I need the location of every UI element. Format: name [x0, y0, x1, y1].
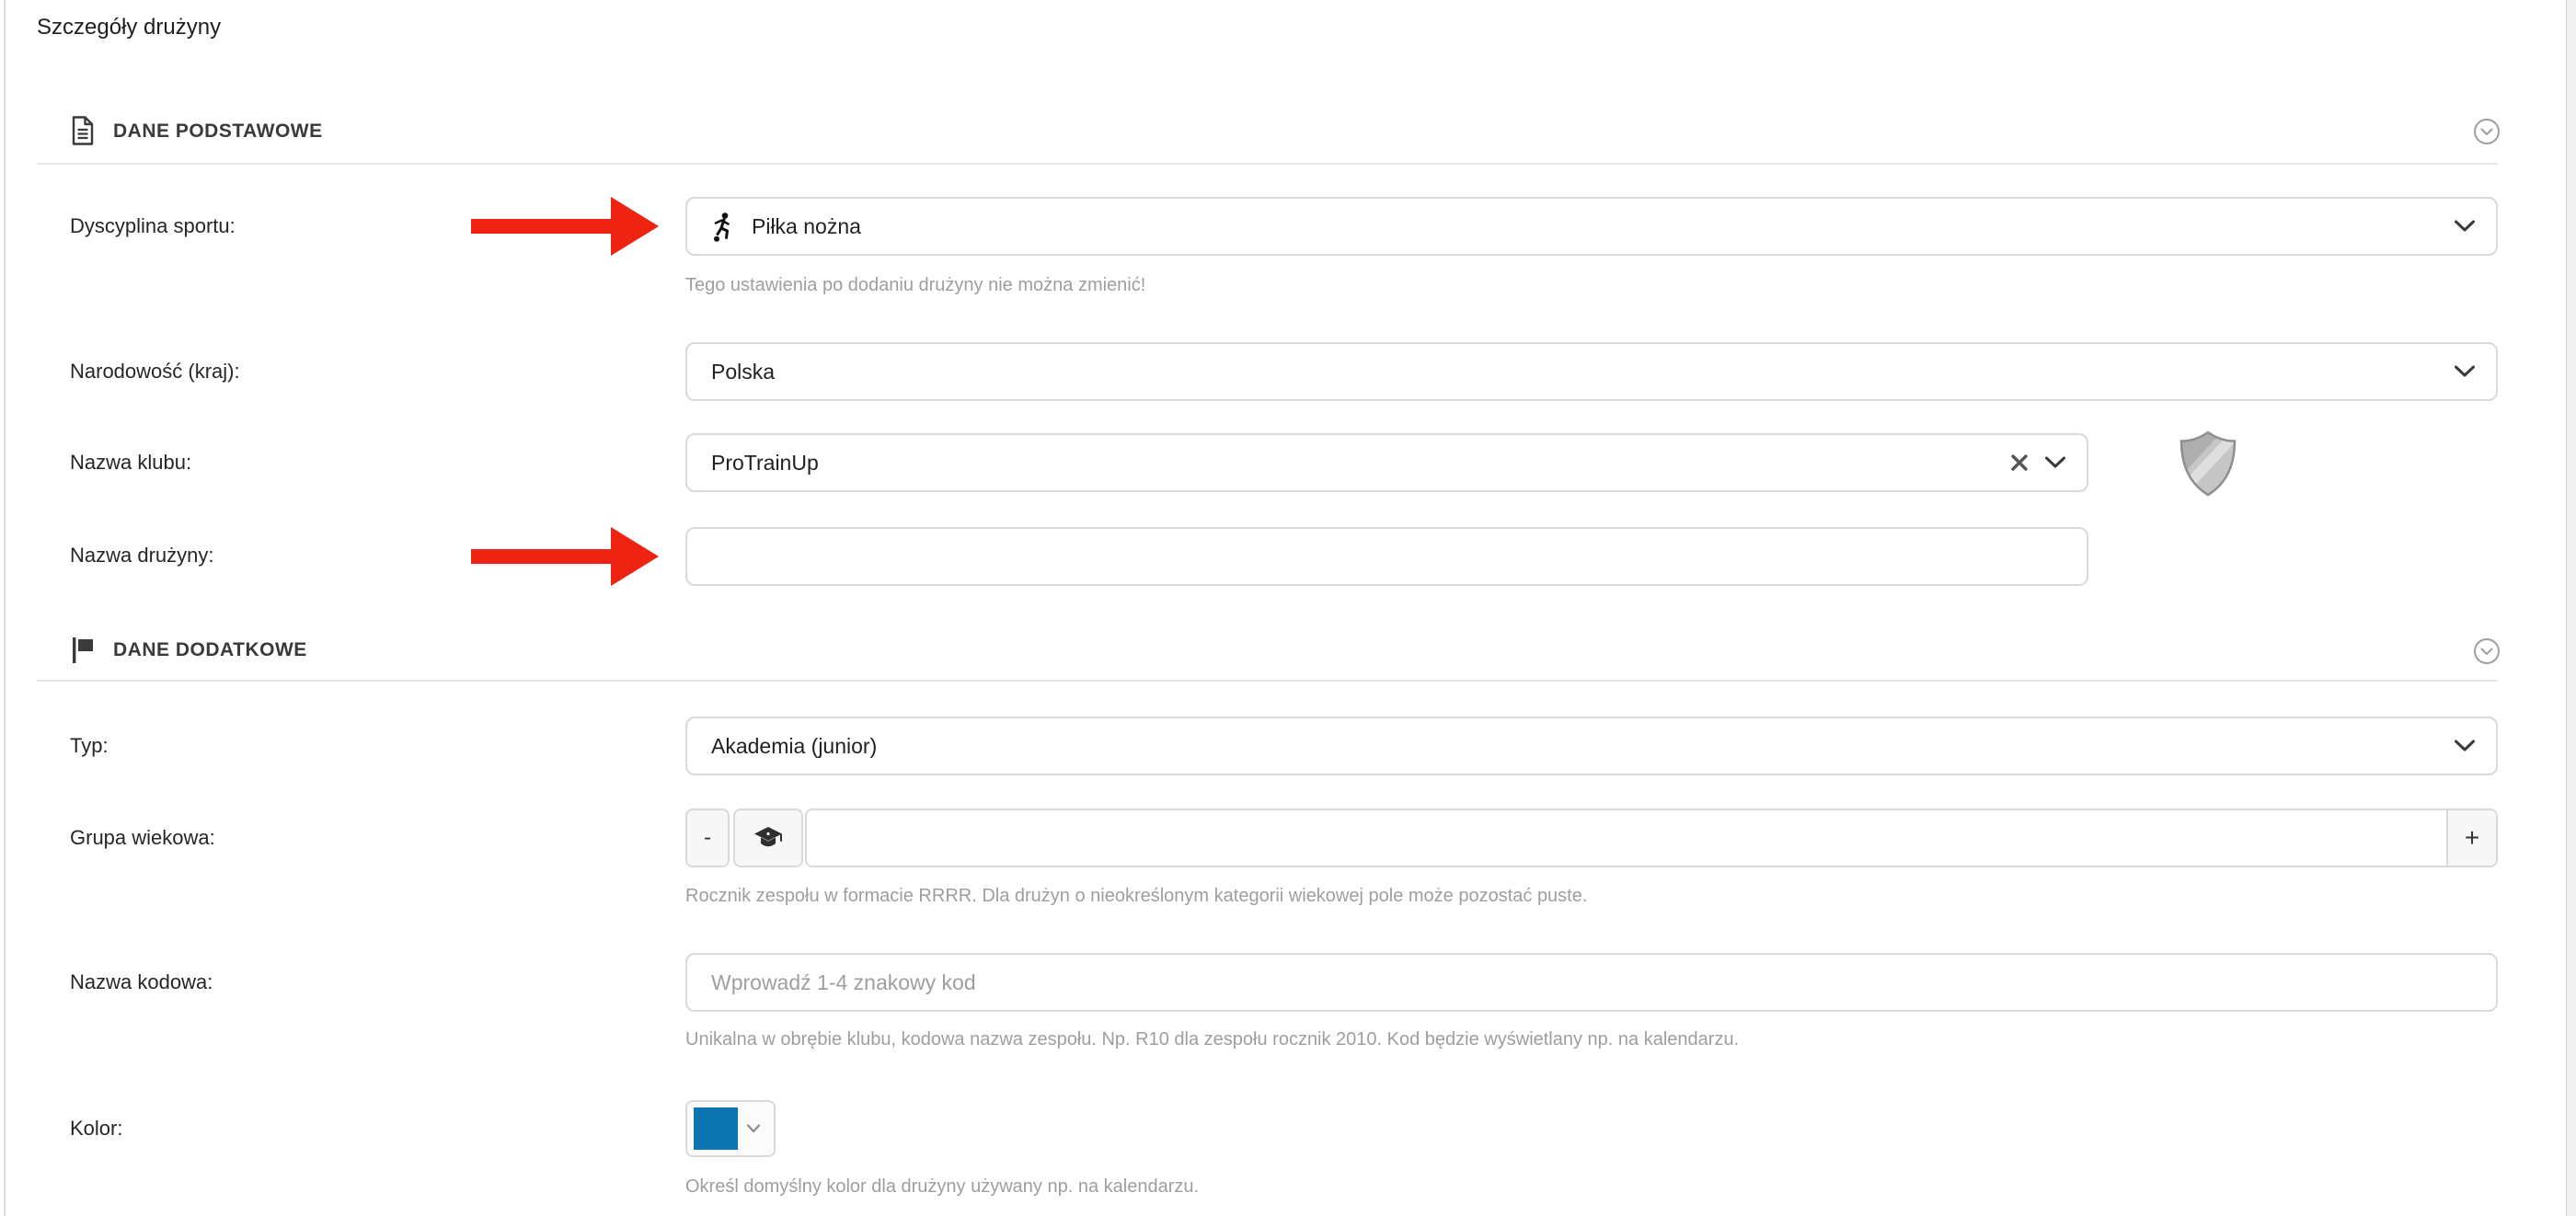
document-icon — [71, 116, 95, 145]
vertical-scrollbar[interactable] — [2566, 0, 2576, 1216]
nationality-value: Polska — [711, 359, 776, 384]
color-swatch — [694, 1107, 738, 1150]
soccer-player-icon — [711, 212, 735, 242]
team-name-label: Nazwa drużyny: — [70, 544, 214, 567]
code-name-label: Nazwa kodowa: — [70, 970, 213, 993]
club-logo-placeholder-shield-icon — [2178, 430, 2238, 498]
chevron-circle-icon — [2473, 118, 2501, 145]
flag-icon — [71, 636, 95, 665]
x-clear-icon[interactable] — [2009, 453, 2030, 473]
graduation-cap-icon — [753, 825, 784, 851]
club-name-value: ProTrainUp — [711, 450, 819, 475]
color-helper-text: Określ domyślny kolor dla drużyny używany np. na kalendarzu. — [685, 1176, 1200, 1197]
chevron-down-icon — [2454, 220, 2476, 233]
nationality-label: Narodowość (kraj): — [70, 360, 240, 383]
age-group-increment-button[interactable]: + — [2446, 809, 2498, 867]
age-group-helper-text: Rocznik zespołu w formacie RRRR. Dla drużyn o nieokreślonym kategorii wiekowej pole może pozostać puste. — [685, 886, 1588, 906]
chevron-down-icon — [2454, 740, 2476, 752]
chevron-circle-icon — [2473, 637, 2501, 665]
page-title: Szczegóły drużyny — [37, 15, 222, 40]
discipline-label: Dyscyplina sportu: — [70, 214, 236, 237]
type-value: Akademia (junior) — [711, 733, 878, 758]
code-name-helper-text: Unikalna w obrębie klubu, kodowa nazwa zespołu. Np. R10 dla zespołu rocznik 2010. Kod będzie wyświetlany np. na kalendarzu. — [685, 1029, 1740, 1050]
chevron-down-icon — [2044, 456, 2066, 469]
section-divider — [37, 680, 2498, 682]
section-title-basic-data: DANE PODSTAWOWE — [113, 120, 323, 142]
discipline-select[interactable] — [685, 197, 2498, 256]
collapse-section-basic-button[interactable] — [2473, 118, 2501, 145]
discipline-value: Piłka nożna — [752, 213, 861, 238]
team-name-input[interactable] — [685, 527, 2088, 586]
card-left-border — [4, 0, 6, 1216]
type-select[interactable] — [685, 717, 2498, 775]
club-name-label: Nazwa klubu: — [70, 451, 192, 474]
chevron-down-icon — [2454, 365, 2476, 378]
age-group-decrement-button[interactable]: - — [685, 809, 730, 867]
nationality-select[interactable] — [685, 342, 2498, 401]
annotation-arrow — [471, 527, 659, 586]
age-group-input[interactable] — [805, 809, 2448, 867]
section-divider — [37, 163, 2498, 165]
discipline-helper-text: Tego ustawienia po dodaniu drużyny nie można zmienić! — [685, 275, 1146, 295]
club-name-select[interactable] — [685, 433, 2088, 492]
type-label: Typ: — [70, 734, 109, 757]
age-group-field — [685, 809, 2498, 867]
color-label: Kolor: — [70, 1117, 123, 1140]
code-name-input[interactable] — [685, 953, 2498, 1012]
chevron-down-icon — [746, 1124, 761, 1133]
color-picker-button[interactable] — [685, 1100, 776, 1157]
collapse-section-additional-button[interactable] — [2473, 637, 2501, 665]
age-group-label: Grupa wiekowa: — [70, 826, 215, 849]
section-title-additional-data: DANE DODATKOWE — [113, 639, 307, 660]
annotation-arrow — [471, 197, 659, 256]
age-group-category-button[interactable] — [733, 809, 803, 867]
